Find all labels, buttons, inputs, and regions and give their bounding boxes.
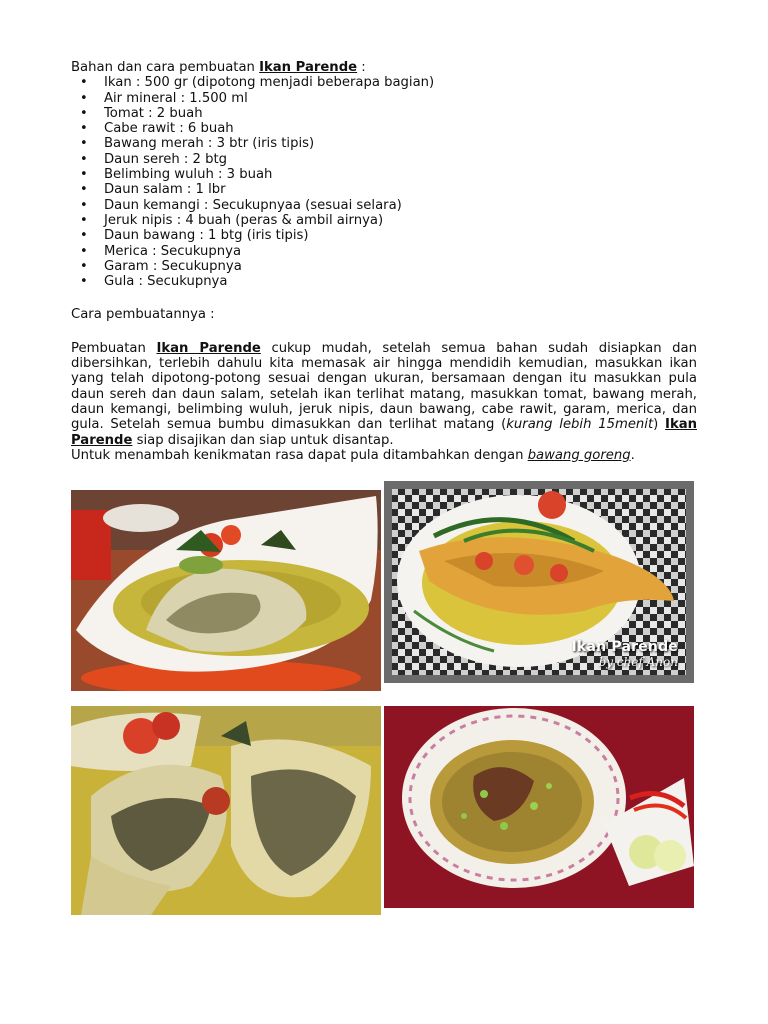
garnish-name: bawang goreng [527,447,631,463]
photo-soup-bowl [384,706,694,908]
garnish-period: . [630,447,635,463]
method-paragraph [71,341,697,448]
ingredient-item: • Ikan : 500 gr (dipotong menjadi beberapa bagian) [104,75,697,90]
ingredient-item: • Daun salam : 1 lbr [104,182,697,197]
garnish-paragraph [71,448,697,463]
ingredient-item: • Merica : Secukupnya [104,244,697,259]
ingredient-item: • Daun bawang : 1 btg (iris tipis) [104,228,697,243]
photo-ikan-parende-plate [384,481,694,683]
intro-text: Bahan dan cara pembuatan [71,60,260,75]
method-heading: Cara pembuatannya : [71,307,215,323]
dish-name-inline-2: Ikan Parende [71,417,698,448]
dish-name-inline: Ikan Parende [156,340,261,356]
ingredient-item: • Tomat : 2 buah [104,106,697,121]
ingredient-item: • Air mineral : 1.500 ml [104,91,697,106]
ingredient-item: • Cabe rawit : 6 buah [104,121,697,136]
ingredient-item: • Bawang merah : 3 btr (iris tipis) [104,136,697,151]
dish-name: Ikan Parende [259,60,358,75]
method-paren-close: ) [653,417,666,433]
ingredient-item: • Garam : Secukupnya [104,259,697,274]
ingredient-item: • Daun sereh : 2 btg [104,152,697,167]
recipe-text [71,60,697,463]
photo-fish-bowl [71,490,381,691]
photo-caption [572,639,678,669]
garnish-text: Untuk menambah kenikmatan rasa dapat pula ditambahkan dengan [71,447,528,463]
ingredient-item: • Belimbing wuluh : 3 buah [104,167,697,182]
ingredient-item: • Jeruk nipis : 4 buah (peras & ambil airnya) [104,213,697,228]
intro-colon: : [357,60,366,75]
ingredient-list [71,75,697,289]
caption-title: Ikan Parende [571,639,678,655]
ingredient-item: • Gula : Secukupnya [104,274,697,289]
photo-fish-closeup [71,706,381,915]
method-text-body: cukup mudah, setelah semua bahan sudah disiapkan dan dibersihkan, terlebih dahulu kita memasak air hingga mendidih kemudian, masukkan ikan yang telah dipotong-potong sesuai dengan ukuran, bersamaan dengan itu masukkan pula daun sereh dan daun salam, setelah ikan terlihat matang, masukkan tomat, bawang merah, daun kemangi, belimbing wuluh, jeruk nipis, daun bawang, cabe rawit, garam, merica, dan gula. Setelah semua bumbu dimasukkan dan terlihat matang ( [71,340,697,433]
method-text-end: siap disajikan dan siap untuk disantap. [132,432,394,448]
ingredient-item: • Daun kemangi : Secukupnyaa (sesuai selara) [104,198,697,213]
time-note: kurang lebih 15menit [506,417,654,433]
caption-credit: by chef Anon [598,655,678,669]
recipe-intro [71,60,697,75]
method-text-start: Pembuatan [71,340,157,356]
